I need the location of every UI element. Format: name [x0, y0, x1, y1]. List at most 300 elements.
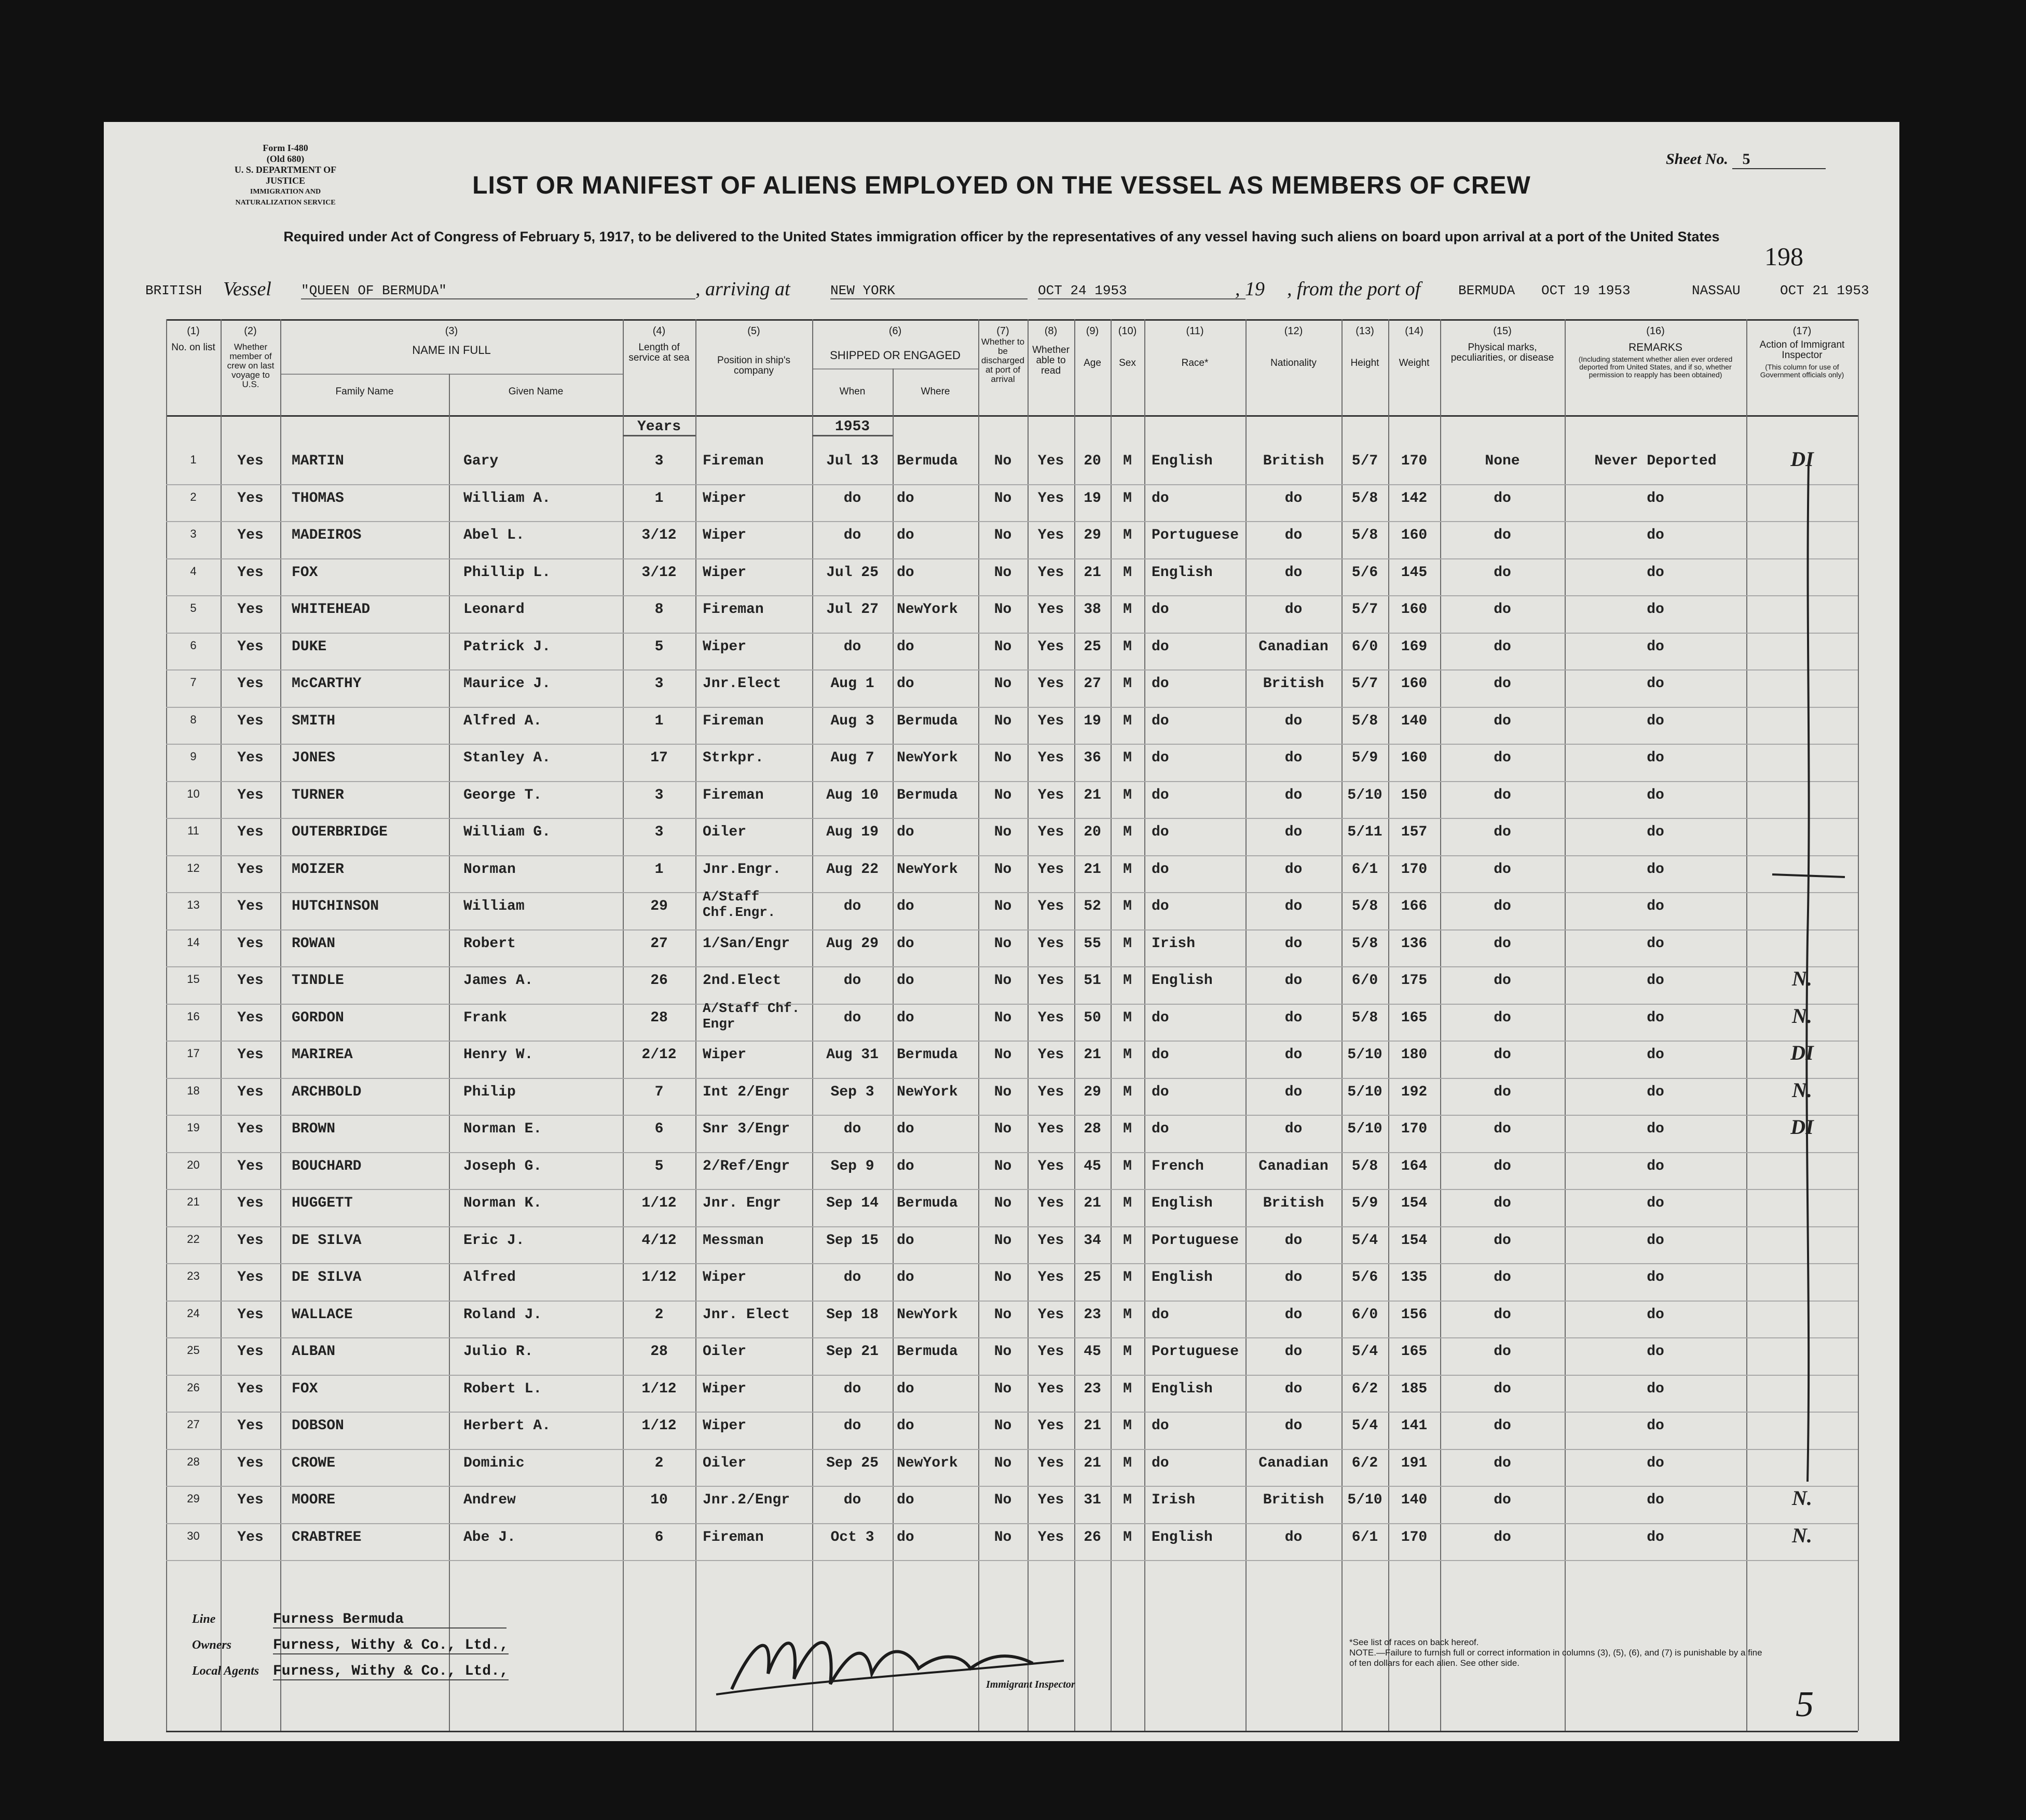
cell-nat: do — [1284, 1269, 1303, 1285]
cell-age: 38 — [1084, 601, 1101, 618]
cell-disch: No — [994, 564, 1012, 581]
cell-service: 2 — [654, 1306, 664, 1323]
cell-weight: 154 — [1401, 1195, 1428, 1211]
cell-service: 28 — [650, 1009, 668, 1026]
cell-prev: Yes — [237, 713, 264, 729]
cell-disch: No — [994, 898, 1012, 914]
cell-where: do — [897, 1158, 914, 1174]
cell-service: 1 — [654, 490, 664, 507]
cell-nat: Canadian — [1258, 1455, 1329, 1471]
cell-height: 5/11 — [1347, 824, 1382, 840]
cell-nat: do — [1284, 527, 1303, 543]
cell-remarks: do — [1647, 1455, 1664, 1471]
cell-sex: M — [1123, 1380, 1132, 1397]
cell-race: do — [1152, 898, 1169, 914]
cell-read: Yes — [1037, 1158, 1064, 1174]
cell-weight: 165 — [1401, 1009, 1428, 1026]
inspector-signature — [701, 1611, 1090, 1715]
cell-when: do — [843, 638, 861, 655]
cell-family: DE SILVA — [292, 1269, 362, 1285]
cell-marks: do — [1494, 1529, 1511, 1545]
cell-height: 5/10 — [1347, 1047, 1382, 1063]
cell-weight: 175 — [1401, 973, 1428, 989]
cell-disch: No — [994, 453, 1012, 469]
cell-service: 29 — [650, 898, 668, 914]
hdr-shipped: SHIPPED OR ENGAGED — [830, 349, 961, 362]
cell-position: Wiper — [703, 1047, 747, 1063]
cell-position: Messman — [703, 1232, 764, 1249]
cell-marks: do — [1494, 824, 1511, 840]
cell-nat: do — [1284, 1084, 1303, 1100]
cell-prev: Yes — [237, 1232, 264, 1249]
cell-when: Aug 1 — [830, 676, 874, 692]
cell-race: English — [1152, 1529, 1213, 1545]
cell-race: Portuguese — [1152, 1232, 1239, 1249]
table-row — [166, 1339, 1858, 1377]
cell-age: 19 — [1084, 490, 1101, 507]
cell-age: 51 — [1084, 973, 1101, 989]
cell-remarks: do — [1647, 1121, 1664, 1137]
cell-where: do — [897, 1269, 914, 1285]
col-num-11: (11) — [1186, 325, 1204, 337]
cell-sex: M — [1123, 898, 1132, 914]
col-num-15: (15) — [1493, 325, 1512, 337]
cell-age: 52 — [1084, 898, 1101, 914]
cell-race: do — [1152, 1047, 1169, 1063]
hdr-sex: Sex — [1119, 358, 1136, 368]
cell-no: 12 — [187, 861, 200, 874]
cell-prev: Yes — [237, 861, 264, 878]
cell-remarks: do — [1647, 824, 1664, 840]
cell-remarks: Never Deported — [1594, 453, 1717, 469]
cell-race: do — [1152, 1455, 1169, 1471]
cell-marks: do — [1494, 1195, 1511, 1211]
cell-remarks: do — [1647, 973, 1664, 989]
cell-marks: do — [1494, 676, 1511, 692]
cell-marks: do — [1494, 1158, 1511, 1174]
cell-nat: British — [1263, 1492, 1324, 1508]
cell-where: NewYork — [897, 601, 958, 618]
table-row — [166, 1228, 1858, 1266]
cell-age: 34 — [1084, 1232, 1101, 1249]
cell-prev: Yes — [237, 1009, 264, 1026]
cell-read: Yes — [1037, 453, 1064, 469]
cell-given: Stanley A. — [463, 750, 551, 766]
cell-where: NewYork — [897, 750, 958, 766]
cell-remarks: do — [1647, 564, 1664, 581]
cell-age: 21 — [1084, 564, 1101, 581]
cell-where: Bermuda — [897, 453, 958, 469]
hdr-action: Action of Immigrant Inspector — [1759, 339, 1845, 361]
cell-no: 30 — [187, 1529, 200, 1542]
cell-when: do — [843, 527, 861, 543]
cell-marks: do — [1494, 1344, 1511, 1360]
cell-weight: 160 — [1401, 527, 1428, 543]
cell-marks: do — [1494, 527, 1511, 543]
cell-race: English — [1152, 453, 1213, 469]
cell-position: A/Staff Chf. Engr — [703, 1000, 800, 1032]
margin-mark: 5 — [1796, 1685, 1814, 1725]
cell-no: 20 — [187, 1158, 200, 1171]
service-name: IMMIGRATION AND NATURALIZATION SERVICE — [235, 188, 336, 207]
cell-read: Yes — [1037, 1418, 1064, 1434]
arrival-port: NEW YORK — [830, 283, 1028, 299]
cell-age: 21 — [1084, 787, 1101, 803]
cell-weight: 169 — [1401, 638, 1428, 655]
cell-no: 26 — [187, 1380, 200, 1394]
cell-position: Wiper — [703, 638, 747, 655]
cell-sex: M — [1123, 1121, 1132, 1137]
cell-height: 5/7 — [1351, 601, 1378, 618]
col-num-4: (4) — [652, 325, 666, 337]
footnote — [1349, 1637, 1764, 1668]
cell-nat: do — [1284, 1232, 1303, 1249]
cell-sex: M — [1123, 1195, 1132, 1211]
cell-given: Robert L. — [463, 1380, 542, 1397]
col-num-1: (1) — [187, 325, 200, 337]
hdr-remarks: REMARKS — [1628, 341, 1682, 353]
from-port-1: BERMUDA — [1458, 283, 1515, 298]
cell-action: DI — [1790, 447, 1814, 471]
table-row — [166, 1117, 1858, 1154]
cell-position: A/Staff Chf.Engr. — [703, 889, 776, 920]
cell-family: HUGGETT — [292, 1195, 353, 1211]
cell-no: 28 — [187, 1455, 200, 1468]
cell-position: Int 2/Engr — [703, 1084, 790, 1100]
hdr-position: Position in ship's company — [717, 355, 790, 376]
cell-where: do — [897, 1492, 914, 1508]
cell-when: do — [843, 898, 861, 914]
cell-prev: Yes — [237, 750, 264, 766]
vessel-nationality: BRITISH — [145, 283, 202, 298]
cell-read: Yes — [1037, 1084, 1064, 1100]
cell-nat: do — [1284, 713, 1303, 729]
cell-marks: do — [1494, 861, 1511, 878]
col-num-9: (9) — [1086, 325, 1099, 337]
cell-family: ARCHBOLD — [292, 1084, 362, 1100]
cell-given: Phillip L. — [463, 564, 551, 581]
cell-height: 5/8 — [1351, 898, 1378, 914]
cell-prev: Yes — [237, 490, 264, 507]
cell-nat: British — [1263, 676, 1324, 692]
cell-prev: Yes — [237, 1121, 264, 1137]
hdr-remarks-sub: (Including statement whether alien ever ordered deported from United States, and if so, whether permission to reapply has been obtained) — [1578, 355, 1733, 379]
cell-when: Sep 3 — [830, 1084, 874, 1100]
cell-when: do — [843, 973, 861, 989]
cell-nat: do — [1284, 1121, 1303, 1137]
table-row — [166, 820, 1858, 857]
cell-no: 14 — [187, 935, 200, 949]
cell-nat: Canadian — [1258, 1158, 1329, 1174]
cell-marks: do — [1494, 713, 1511, 729]
cell-read: Yes — [1037, 1195, 1064, 1211]
cell-when: do — [843, 1009, 861, 1026]
table-row — [166, 1191, 1858, 1228]
hdr-length-service: Length of service at sea — [628, 342, 690, 363]
cell-where: do — [897, 1529, 914, 1545]
hdr-weight: Weight — [1399, 358, 1430, 368]
cell-action: N. — [1792, 967, 1812, 990]
cell-age: 29 — [1084, 527, 1101, 543]
sheet-number-label: Sheet No. — [1666, 150, 1728, 168]
cell-height: 5/6 — [1351, 564, 1378, 581]
cell-position: Jnr. Engr — [703, 1195, 782, 1211]
cell-disch: No — [994, 973, 1012, 989]
col-num-16: (16) — [1646, 325, 1665, 337]
cell-weight: 150 — [1401, 787, 1428, 803]
cell-family: BOUCHARD — [292, 1158, 362, 1174]
cell-age: 19 — [1084, 713, 1101, 729]
cell-disch: No — [994, 490, 1012, 507]
cell-read: Yes — [1037, 527, 1064, 543]
years-label: Years — [623, 419, 695, 436]
cell-read: Yes — [1037, 1306, 1064, 1323]
cell-race: English — [1152, 1380, 1213, 1397]
cell-weight: 160 — [1401, 750, 1428, 766]
cell-family: MARIREA — [292, 1047, 353, 1063]
cell-given: James A. — [463, 973, 533, 989]
cell-family: CROWE — [292, 1455, 336, 1471]
cell-family: FOX — [292, 564, 318, 581]
sheet-number-value: 5 — [1732, 150, 1826, 169]
cell-position: Oiler — [703, 1455, 747, 1471]
table-row — [166, 1303, 1858, 1340]
cell-where: do — [897, 1418, 914, 1434]
cell-no: 23 — [187, 1269, 200, 1282]
cell-height: 5/10 — [1347, 1084, 1382, 1100]
cell-remarks: do — [1647, 1195, 1664, 1211]
cell-age: 45 — [1084, 1344, 1101, 1360]
cell-service: 1/12 — [641, 1269, 677, 1285]
table-row — [166, 1080, 1858, 1117]
table-row — [166, 1154, 1858, 1192]
cell-service: 3 — [654, 676, 664, 692]
cell-family: HUTCHINSON — [292, 898, 379, 914]
cell-given: Dominic — [463, 1455, 525, 1471]
cell-position: Fireman — [703, 1529, 764, 1545]
cell-no: 22 — [187, 1232, 200, 1246]
cell-nat: do — [1284, 973, 1303, 989]
cell-read: Yes — [1037, 1380, 1064, 1397]
cell-position: Fireman — [703, 787, 764, 803]
cell-nat: British — [1263, 453, 1324, 469]
cell-race: Irish — [1152, 935, 1196, 952]
cell-prev: Yes — [237, 1195, 264, 1211]
cell-remarks: do — [1647, 1009, 1664, 1026]
table-row — [166, 746, 1858, 783]
cell-remarks: do — [1647, 1380, 1664, 1397]
cell-sex: M — [1123, 601, 1132, 618]
cell-read: Yes — [1037, 787, 1064, 803]
cell-sex: M — [1123, 713, 1132, 729]
crew-table — [166, 319, 1858, 1731]
cell-family: JONES — [292, 750, 336, 766]
cell-sex: M — [1123, 935, 1132, 952]
cell-prev: Yes — [237, 1418, 264, 1434]
page-subtitle: Required under Act of Congress of February 5, 1917, to be delivered to the United States immigration officer by the representatives of any vessel having such aliens on board upon arrival at a port of the United States — [283, 229, 1720, 244]
cell-read: Yes — [1037, 935, 1064, 952]
cell-height: 5/9 — [1351, 750, 1378, 766]
cell-prev: Yes — [237, 787, 264, 803]
cell-age: 23 — [1084, 1306, 1101, 1323]
cell-given: Norman K. — [463, 1195, 542, 1211]
cell-when: Sep 9 — [830, 1158, 874, 1174]
table-row — [166, 672, 1858, 709]
cell-where: NewYork — [897, 1306, 958, 1323]
cell-no: 1 — [190, 453, 197, 466]
cell-family: MARTIN — [292, 453, 344, 469]
department: U. S. DEPARTMENT OF JUSTICE — [234, 165, 337, 186]
cell-prev: Yes — [237, 1529, 264, 1545]
cell-no: 21 — [187, 1195, 200, 1208]
cell-disch: No — [994, 1195, 1012, 1211]
cell-where: do — [897, 935, 914, 952]
cell-service: 6 — [654, 1529, 664, 1545]
table-row — [166, 857, 1858, 895]
cell-nat: do — [1284, 564, 1303, 581]
cell-where: Bermuda — [897, 787, 958, 803]
cell-given: Herbert A. — [463, 1418, 551, 1434]
table-row — [166, 597, 1858, 635]
cell-weight: 160 — [1401, 676, 1428, 692]
cell-where: Bermuda — [897, 1047, 958, 1063]
cell-height: 5/8 — [1351, 527, 1378, 543]
cell-where: do — [897, 490, 914, 507]
page-number: 198 — [1764, 242, 1803, 271]
cell-family: THOMAS — [292, 490, 344, 507]
cell-no: 19 — [187, 1121, 200, 1134]
cell-age: 21 — [1084, 1195, 1101, 1211]
cell-read: Yes — [1037, 1121, 1064, 1137]
cell-nat: do — [1284, 824, 1303, 840]
cell-when: Jul 25 — [826, 564, 879, 581]
cell-race: do — [1152, 787, 1169, 803]
cell-height: 5/10 — [1347, 1492, 1382, 1508]
cell-no: 6 — [190, 638, 197, 652]
cell-position: Wiper — [703, 490, 747, 507]
cell-race: French — [1152, 1158, 1204, 1174]
cell-read: Yes — [1037, 973, 1064, 989]
table-row — [166, 1451, 1858, 1488]
cell-no: 24 — [187, 1306, 200, 1320]
cell-sex: M — [1123, 453, 1132, 469]
cell-read: Yes — [1037, 1232, 1064, 1249]
cell-disch: No — [994, 1306, 1012, 1323]
cell-sex: M — [1123, 750, 1132, 766]
cell-given: Norman E. — [463, 1121, 542, 1137]
cell-prev: Yes — [237, 1084, 264, 1100]
cell-height: 5/4 — [1351, 1418, 1378, 1434]
cell-family: ROWAN — [292, 935, 336, 952]
cell-remarks: do — [1647, 713, 1664, 729]
cell-remarks: do — [1647, 676, 1664, 692]
table-row — [166, 1414, 1858, 1451]
cell-disch: No — [994, 1121, 1012, 1137]
cell-sex: M — [1123, 1418, 1132, 1434]
cell-where: NewYork — [897, 1084, 958, 1100]
cell-when: do — [843, 1121, 861, 1137]
cell-height: 6/1 — [1351, 861, 1378, 878]
cell-when: Sep 14 — [826, 1195, 879, 1211]
cell-nat: do — [1284, 490, 1303, 507]
cell-race: do — [1152, 1418, 1169, 1434]
cell-where: Bermuda — [897, 1195, 958, 1211]
cell-given: Robert — [463, 935, 516, 952]
table-row — [166, 932, 1858, 969]
owners-label: Owners — [192, 1638, 232, 1652]
cell-action: N. — [1792, 1004, 1812, 1028]
year-1953-label: 1953 — [812, 419, 893, 436]
table-row — [166, 889, 1858, 932]
vessel-label: Vessel — [223, 278, 271, 300]
cell-no: 10 — [187, 787, 200, 800]
cell-weight: 145 — [1401, 564, 1428, 581]
cell-where: do — [897, 1380, 914, 1397]
cell-read: Yes — [1037, 1455, 1064, 1471]
cell-read: Yes — [1037, 750, 1064, 766]
cell-disch: No — [994, 750, 1012, 766]
cell-marks: do — [1494, 973, 1511, 989]
cell-sex: M — [1123, 787, 1132, 803]
cell-position: Oiler — [703, 1344, 747, 1360]
cell-nat: do — [1284, 601, 1303, 618]
cell-given: William A. — [463, 490, 551, 507]
cell-race: do — [1152, 861, 1169, 878]
cell-where: do — [897, 1232, 914, 1249]
cell-family: TINDLE — [292, 973, 344, 989]
cell-marks: do — [1494, 1455, 1511, 1471]
cell-when: Sep 18 — [826, 1306, 879, 1323]
cell-disch: No — [994, 1269, 1012, 1285]
cell-height: 6/0 — [1351, 1306, 1378, 1323]
cell-family: WALLACE — [292, 1306, 353, 1323]
cell-height: 6/0 — [1351, 638, 1378, 655]
cell-nat: do — [1284, 1380, 1303, 1397]
cell-service: 1 — [654, 861, 664, 878]
cell-given: Roland J. — [463, 1306, 542, 1323]
cell-nat: do — [1284, 861, 1303, 878]
owners-value: Furness, Withy & Co., Ltd., — [273, 1637, 509, 1653]
cell-given: Leonard — [463, 601, 525, 618]
cell-family: CRABTREE — [292, 1529, 362, 1545]
cell-marks: do — [1494, 1009, 1511, 1026]
cell-age: 20 — [1084, 824, 1101, 840]
cell-weight: 142 — [1401, 490, 1428, 507]
cell-given: Andrew — [463, 1492, 516, 1508]
cell-family: ALBAN — [292, 1344, 336, 1360]
cell-nat: do — [1284, 1344, 1303, 1360]
cell-weight: 157 — [1401, 824, 1428, 840]
cell-action: DI — [1790, 1041, 1814, 1064]
cell-given: Julio R. — [463, 1344, 533, 1360]
cell-where: do — [897, 898, 914, 914]
cell-prev: Yes — [237, 1344, 264, 1360]
cell-given: William G. — [463, 824, 551, 840]
cell-position: Wiper — [703, 527, 747, 543]
cell-age: 29 — [1084, 1084, 1101, 1100]
cell-weight: 136 — [1401, 935, 1428, 952]
cell-marks: do — [1494, 638, 1511, 655]
cell-when: Aug 29 — [826, 935, 879, 952]
cell-service: 3/12 — [641, 564, 677, 581]
cell-prev: Yes — [237, 1158, 264, 1174]
col-num-6: (6) — [888, 325, 902, 337]
cell-prev: Yes — [237, 564, 264, 581]
cell-where: do — [897, 527, 914, 543]
cell-service: 2/12 — [641, 1047, 677, 1063]
hdr-nationality: Nationality — [1270, 358, 1317, 368]
cell-remarks: do — [1647, 787, 1664, 803]
